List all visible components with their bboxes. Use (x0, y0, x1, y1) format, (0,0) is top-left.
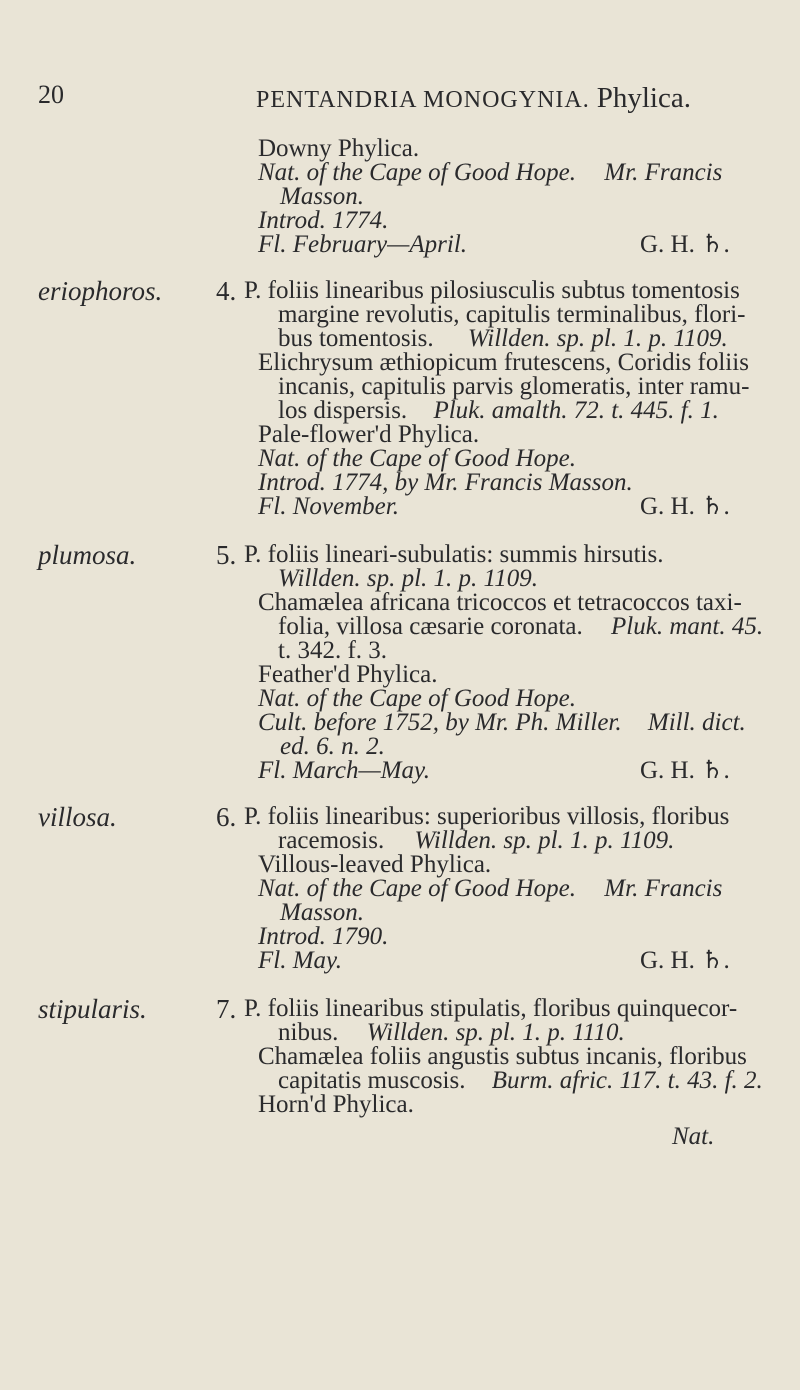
native-text: Nat. of the Cape of Good Hope. (258, 875, 577, 902)
native-line (258, 876, 722, 901)
common-name: Horn'd Phylica. (258, 1091, 414, 1118)
genus-title: Phylica. (596, 82, 691, 114)
collector-cont: Masson. (280, 183, 365, 210)
diagnosis-line (278, 326, 728, 351)
introduced-line: Introd. 1790. (258, 923, 389, 950)
edition-line: ed. 6. n. 2. (280, 733, 385, 760)
diagnosis-text: bus tomentosis. (278, 325, 434, 352)
species-number: 4. (216, 276, 237, 306)
collector: Mr. Francis (604, 159, 723, 186)
common-name: Downy Phylica. (258, 135, 420, 162)
reference: Willden. sp. pl. 1. p. 1109. (467, 325, 728, 352)
synonym-line: t. 342. f. 3. (278, 637, 388, 664)
synonym-line: Chamælea africana tricoccos et tetracoccos taxi- (258, 589, 742, 616)
synonym-text: capitatis muscosis. (278, 1067, 466, 1094)
common-name: Villous-leaved Phylica. (258, 851, 492, 878)
cultivated-text: Cult. before 1752, by Mr. Ph. Miller. (258, 709, 622, 736)
diagnosis-line: margine revolutis, capitulis terminalibus, flori- (278, 301, 746, 328)
flowering-line: Fl. February—April. (258, 231, 468, 258)
diagnosis-line (278, 828, 674, 853)
synonym-text: folia, villosa cæsarie coronata. (278, 613, 583, 640)
diagnosis-line: P. foliis lineari-subulatis: summis hirsutis. (244, 541, 664, 568)
reference: Pluk. amalth. 72. t. 445. f. 1. (433, 397, 719, 424)
house-mark: G. H. ♄. (640, 757, 730, 784)
catchword: Nat. (672, 1123, 715, 1150)
species-side-name: plumosa. (38, 540, 137, 570)
diagnosis-line: P. foliis linearibus pilosiusculis subtus tomentosis (244, 277, 740, 304)
synonym-line (278, 614, 763, 639)
species-side-name: eriophoros. (38, 276, 163, 306)
flowering-line: Fl. March—May. (258, 757, 430, 784)
running-header (256, 82, 691, 115)
synonym-line (278, 398, 719, 423)
page-number: 20 (38, 80, 64, 109)
reference: Willden. sp. pl. 1. p. 1109. (414, 827, 675, 854)
reference: Pluk. mant. 45. (611, 613, 764, 640)
diagnosis-text: nibus. (278, 1019, 339, 1046)
common-name: Feather'd Phylica. (258, 661, 438, 688)
reference: Willden. sp. pl. 1. p. 1110. (366, 1019, 625, 1046)
synonym-line (278, 1068, 763, 1093)
common-name: Pale-flower'd Phylica. (258, 421, 480, 448)
house-mark: G. H. ♄. (640, 947, 730, 974)
reference: Willden. sp. pl. 1. p. 1109. (278, 565, 538, 592)
species-side-name: villosa. (38, 802, 117, 832)
reference: Burm. afric. 117. t. 43. f. 2. (491, 1067, 763, 1094)
cultivated-line (258, 710, 746, 735)
collector-cont: Masson. (280, 899, 365, 926)
native-line: Nat. of the Cape of Good Hope. (258, 685, 577, 712)
synonym-line: Elichrysum æthiopicum frutescens, Coridis foliis (258, 349, 749, 376)
reference: Mill. dict. (647, 709, 746, 736)
synonym-line: incanis, capitulis parvis glomeratis, inter ramu- (278, 373, 750, 400)
diagnosis-line: P. foliis linearibus stipulatis, floribus quinquecor- (244, 995, 738, 1022)
house-mark: G. H. ♄. (640, 231, 730, 258)
diagnosis-line (278, 1020, 625, 1045)
species-number: 6. (216, 802, 237, 832)
introduced-line: Introd. 1774, by Mr. Francis Masson. (258, 469, 633, 496)
diagnosis-line: P. foliis linearibus: superioribus villosis, floribus (244, 803, 730, 830)
introduced-line: Introd. 1774. (258, 207, 389, 234)
flowering-line: Fl. November. (258, 493, 399, 520)
class-order: PENTANDRIA MONOGYNIA. (256, 87, 590, 113)
species-side-name: stipularis. (38, 994, 147, 1024)
synonym-text: los dispersis. (278, 397, 408, 424)
species-number: 5. (216, 540, 237, 570)
species-number: 7. (216, 994, 237, 1024)
native-text: Nat. of the Cape of Good Hope. (258, 159, 577, 186)
synonym-line: Chamælea foliis angustis subtus incanis, floribus (258, 1043, 747, 1070)
native-line: Nat. of the Cape of Good Hope. (258, 445, 577, 472)
flowering-line: Fl. May. (258, 947, 343, 974)
collector: Mr. Francis (604, 875, 723, 902)
native-line (258, 160, 722, 185)
diagnosis-text: racemosis. (278, 827, 385, 854)
house-mark: G. H. ♄. (640, 493, 730, 520)
